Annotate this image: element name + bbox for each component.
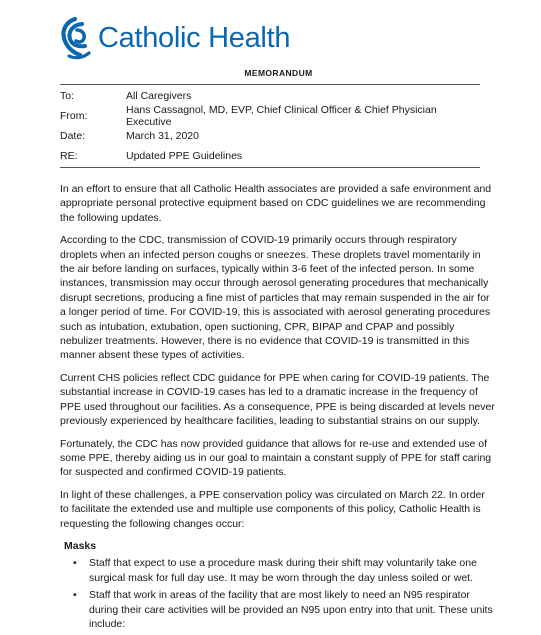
memo-from-label: From: (60, 110, 88, 122)
memo-from-row (60, 106, 480, 126)
masks-bullet-list (60, 556, 496, 631)
masks-section-title: Masks (64, 539, 97, 552)
memo-body (60, 182, 496, 634)
memo-re-row (60, 146, 480, 166)
paragraph-current-policies: Current CHS policies reflect CDC guidance for PPE when caring for COVID-19 patients. The substantial increase in COVID-19 cases has led to a dramatic increase in the frequency of PPE used throughout our facilities. As a consequence, PPE is being discarded at levels never previously experienced by healthcare facilities, leading to substantial strains on our supply. (60, 371, 495, 428)
paragraph-conservation-policy: In light of these challenges, a PPE conservation policy was circulated on March 22. In order to facilitate the extended use and multiple use components of this policy, Catholic Health is requesting the following changes occur: (60, 488, 485, 530)
memo-to-row (60, 86, 480, 106)
paragraph-cdc-guidance: Fortunately, the CDC has now provided guidance that allows for re-use and extended use of some PPE, thereby aiding us in our goal to maintain a constant supply of PPE for staff caring for suspected and confirmed COVID-19 patients. (60, 437, 492, 479)
memo-header (60, 86, 480, 166)
header-top-rule (60, 84, 480, 85)
header-bottom-rule (60, 167, 480, 168)
memo-re-value: Updated PPE Guidelines (126, 150, 243, 162)
memo-to-label: To: (60, 90, 75, 102)
catholic-health-logo-mark-icon (58, 16, 94, 60)
catholic-health-logo (58, 13, 290, 63)
memo-title: MEMORANDUM (244, 68, 313, 78)
paragraph-intro: In an effort to ensure that all Catholic Health associates are provided a safe environment and appropriate personal protective equipment based on CDC guidelines we are recommending the following updates. (60, 183, 492, 224)
logo-wordmark: Catholic Health (98, 21, 291, 54)
memo-to-value: All Caregivers (126, 90, 192, 102)
masks-bullet-n95: • Staff that work in areas of the facility that are most likely to need an N95 respirator during their care activities will be provided an N95 upon entry into that unit. These units include: (60, 588, 496, 631)
paragraph-transmission: According to the CDC, transmission of COVID-19 primarily occurs through respiratory droplets when an infected person coughs or sneezes. These droplets travel momentarily in the air before landing on surfaces, typically within 3-6 feet of the infected person. In some instances, transmission may occur through aerosol generating procedures that mechanically disrupt secretions, producing a fine mist of particles that may remain suspended in the air for a longer period of time. For COVID-19, this is associated with aerosol generating procedures such as intubation, extubation, open suctioning, CPR, BIPAP and CPAP and possibly nebulizer treatments. However, there is no evidence that COVID-19 is transmitted in this manner absent these types of activities. (60, 234, 491, 362)
masks-bullet-procedure-mask: • Staff that expect to use a procedure mask during their shift may voluntarily take one surgical mask for full day use. It may be worn through the day unless soiled or wet. (60, 556, 496, 585)
memo-re-label: RE: (60, 150, 78, 162)
memo-from-value: Hans Cassagnol, MD, EVP, Chief Clinical Officer & Chief Physician Executive (126, 104, 437, 128)
memo-date-value: March 31, 2020 (126, 130, 199, 142)
memo-date-row (60, 126, 480, 146)
memo-date-label: Date: (60, 130, 86, 142)
